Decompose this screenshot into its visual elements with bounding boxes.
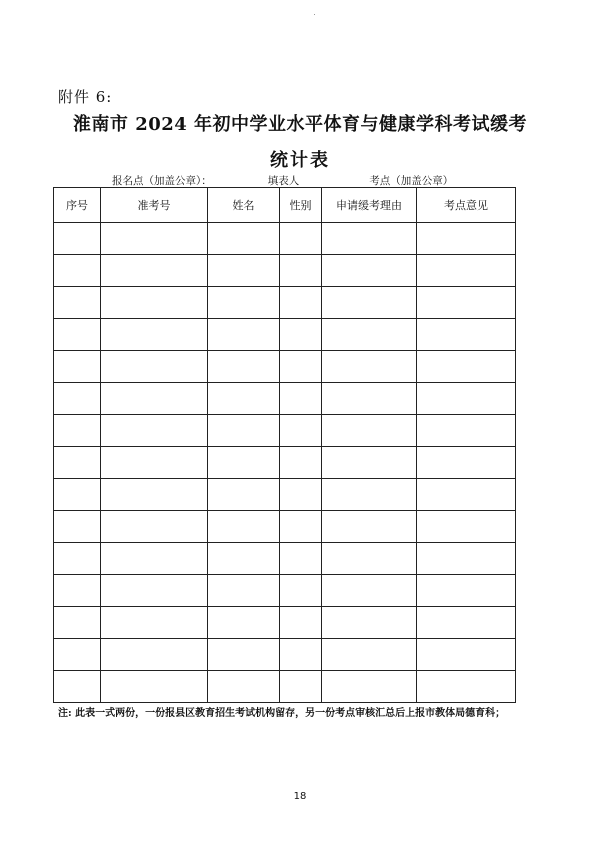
- table-cell: [417, 639, 516, 671]
- table-cell: [322, 543, 417, 575]
- table-cell: [54, 287, 101, 319]
- table-cell: [101, 223, 208, 255]
- table-cell: [322, 351, 417, 383]
- table-cell: [417, 287, 516, 319]
- table-cell: [101, 255, 208, 287]
- header-exam-point-opinion: 考点意见: [417, 188, 516, 223]
- table-cell: [101, 543, 208, 575]
- table-cell: [101, 287, 208, 319]
- table-cell: [208, 639, 280, 671]
- table-cell: [208, 479, 280, 511]
- table-cell: [208, 671, 280, 703]
- table-cell: [208, 255, 280, 287]
- table-body: [54, 223, 516, 703]
- header-ticket-number: 准考号: [101, 188, 208, 223]
- table-cell: [417, 255, 516, 287]
- table-cell: [417, 447, 516, 479]
- table-cell: [101, 639, 208, 671]
- table-cell: [322, 415, 417, 447]
- table-cell: [54, 607, 101, 639]
- table-cell: [322, 639, 417, 671]
- table-cell: [280, 415, 322, 447]
- table-cell: [54, 351, 101, 383]
- table-cell: [54, 415, 101, 447]
- table-cell: [208, 383, 280, 415]
- table-cell: [322, 671, 417, 703]
- table-cell: [54, 223, 101, 255]
- table-cell: [417, 383, 516, 415]
- scan-speck: [314, 14, 315, 15]
- table-cell: [280, 543, 322, 575]
- header-gender: 性别: [280, 188, 322, 223]
- table-cell: [280, 575, 322, 607]
- table-row: [54, 223, 516, 255]
- table-cell: [280, 351, 322, 383]
- table-row: [54, 383, 516, 415]
- table-cell: [54, 575, 101, 607]
- table-cell: [101, 511, 208, 543]
- table-row: [54, 287, 516, 319]
- table-row: [54, 511, 516, 543]
- table-cell: [280, 447, 322, 479]
- table-row: [54, 607, 516, 639]
- exam-point-label: 考点（加盖公章）: [369, 175, 454, 187]
- table-row: [54, 447, 516, 479]
- table-row: [54, 671, 516, 703]
- table-cell: [54, 543, 101, 575]
- table-cell: [54, 447, 101, 479]
- table-cell: [417, 575, 516, 607]
- table-cell: [54, 479, 101, 511]
- table-cell: [208, 543, 280, 575]
- table-cell: [322, 447, 417, 479]
- table-cell: [101, 447, 208, 479]
- table-cell: [54, 639, 101, 671]
- table-cell: [322, 479, 417, 511]
- table-cell: [417, 511, 516, 543]
- table-cell: [417, 479, 516, 511]
- table-cell: [417, 319, 516, 351]
- table-cell: [208, 415, 280, 447]
- table-cell: [280, 287, 322, 319]
- table-cell: [322, 319, 417, 351]
- table-cell: [208, 223, 280, 255]
- header-name: 姓名: [208, 188, 280, 223]
- table-row: [54, 543, 516, 575]
- table-cell: [101, 671, 208, 703]
- table-cell: [208, 575, 280, 607]
- header-serial: 序号: [54, 188, 101, 223]
- table-cell: [280, 223, 322, 255]
- table-row: [54, 479, 516, 511]
- page-number: 18: [293, 791, 307, 802]
- table-cell: [208, 511, 280, 543]
- table-cell: [322, 255, 417, 287]
- table-cell: [208, 287, 280, 319]
- table-row: [54, 351, 516, 383]
- table-cell: [417, 671, 516, 703]
- table-cell: [280, 383, 322, 415]
- table-row: [54, 639, 516, 671]
- table-cell: [280, 671, 322, 703]
- table-cell: [54, 671, 101, 703]
- table-cell: [101, 607, 208, 639]
- table-cell: [54, 511, 101, 543]
- table-cell: [101, 383, 208, 415]
- table-cell: [101, 575, 208, 607]
- table-cell: [280, 479, 322, 511]
- table-cell: [280, 255, 322, 287]
- table-row: [54, 575, 516, 607]
- footnote: 注: 此表一式两份，一份报县区教育招生考试机构留存，另一份考点审核汇总后上报市教体局德育科；: [58, 708, 506, 719]
- attachment-label: 附件 6:: [58, 88, 113, 106]
- table-cell: [322, 287, 417, 319]
- table-cell: [417, 607, 516, 639]
- table-cell: [417, 543, 516, 575]
- table-cell: [417, 351, 516, 383]
- table-cell: [208, 447, 280, 479]
- table-cell: [280, 607, 322, 639]
- table-cell: [417, 415, 516, 447]
- table-cell: [280, 511, 322, 543]
- table-header-row: [54, 188, 516, 223]
- table-cell: [322, 383, 417, 415]
- form-meta-line: [112, 173, 453, 188]
- registration-point-label: 报名点（加盖公章）：: [112, 175, 212, 187]
- table-cell: [280, 319, 322, 351]
- table-cell: [322, 575, 417, 607]
- table-row: [54, 255, 516, 287]
- page-title-line1: 淮南市 2024 年初中学业水平体育与健康学科考试缓考: [72, 114, 528, 135]
- filler-label: 填表人: [267, 175, 300, 187]
- table-cell: [322, 223, 417, 255]
- page-title-line2: 统计表: [270, 150, 330, 171]
- table-row: [54, 319, 516, 351]
- table-cell: [54, 319, 101, 351]
- header-reason: 申请缓考理由: [322, 188, 417, 223]
- table-cell: [101, 415, 208, 447]
- table-cell: [208, 607, 280, 639]
- table-row: [54, 415, 516, 447]
- table-cell: [280, 639, 322, 671]
- table-cell: [208, 351, 280, 383]
- table-cell: [417, 223, 516, 255]
- table-cell: [322, 511, 417, 543]
- table-cell: [54, 255, 101, 287]
- deferral-statistics-table: [53, 187, 516, 703]
- table-cell: [322, 607, 417, 639]
- table-cell: [101, 351, 208, 383]
- table-cell: [54, 383, 101, 415]
- table-cell: [101, 479, 208, 511]
- table-cell: [208, 319, 280, 351]
- table-cell: [101, 319, 208, 351]
